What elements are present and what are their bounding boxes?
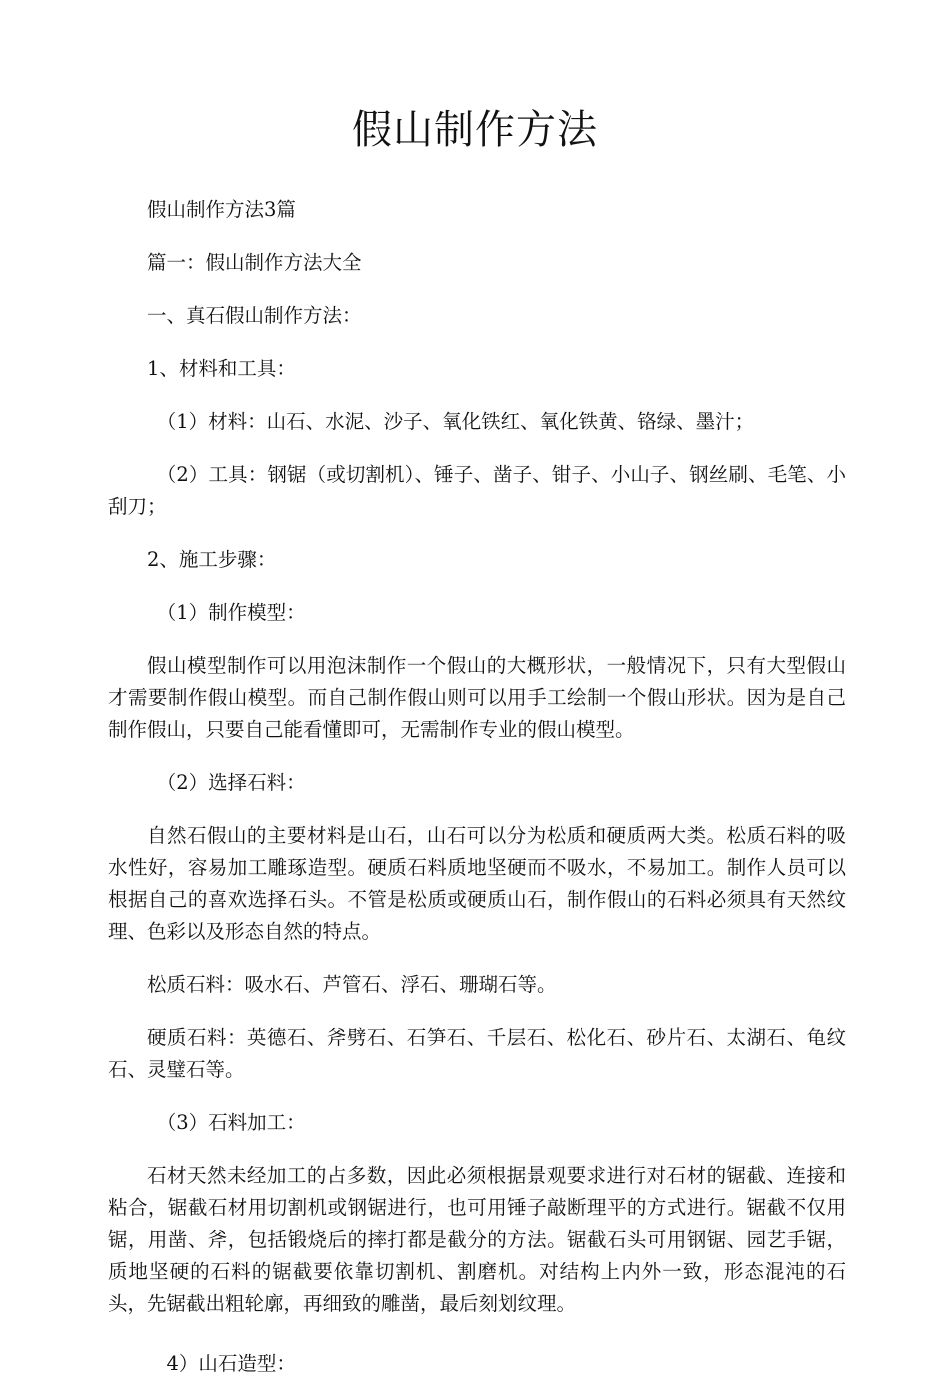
- paragraph-part-one-heading: 篇一：假山制作方法大全: [147, 251, 362, 274]
- paragraph-step-processing-heading: （3）石料加工：: [156, 1111, 306, 1134]
- paragraph-step-model-body: 假山模型制作可以用泡沫制作一个假山的大概形状，一般情况下，只有大型假山才需要制作假山模型。而自己制作假山则可以用手工绘制一个假山形状。因为是自己制作假山，只要自己能看懂即可，无需制作专业的假山模型。: [108, 654, 846, 741]
- paragraph-materials-list: （1）材料：山石、水泥、沙子、氧化铁红、氧化铁黄、铬绿、墨汁；: [156, 410, 755, 433]
- paragraph-subtitle: 假山制作方法3篇: [147, 198, 296, 221]
- paragraph-step-processing-body: 石材天然未经加工的占多数，因此必须根据景观要求进行对石材的锯截、连接和粘合，锯截石材用切割机或钢锯进行，也可用锤子敲断理平的方式进行。锯截不仅用锯，用凿、斧，包括锻烧后的摔打都是截分的方法。锯截石头可用钢锯、园艺手锯，质地坚硬的石料的锯截要依靠切割机、割磨机。对结构上内外一致，形态混沌的石头，先锯截出粗轮廓，再细致的雕凿，最后刻划纹理。: [108, 1164, 846, 1315]
- paragraph-hard-stone-list: 硬质石料：英德石、斧劈石、石笋石、千层石、松化石、砂片石、太湖石、龟纹石、灵璧石等。: [108, 1026, 846, 1081]
- paragraph-step-stone-heading: （2）选择石料：: [156, 771, 306, 794]
- paragraph-soft-stone-list: 松质石料：吸水石、芦管石、浮石、珊瑚石等。: [147, 973, 557, 996]
- paragraph-section-one-heading: 一、真石假山制作方法：: [147, 304, 362, 327]
- document-body: [108, 194, 846, 1380]
- paragraph-tools-list: （2）工具：钢锯（或切割机）、锤子、凿子、钳子、小山子、钢丝刷、毛笔、小刮刀；: [108, 463, 846, 518]
- paragraph-step-shaping-heading: 4）山石造型：: [166, 1352, 296, 1375]
- paragraph-step-stone-body: 自然石假山的主要材料是山石，山石可以分为松质和硬质两大类。松质石料的吸水性好，容易加工雕琢造型。硬质石料质地坚硬而不吸水，不易加工。制作人员可以根据自己的喜欢选择石头。不管是松质或硬质山石，制作假山的石料必须具有天然纹理、色彩以及形态自然的特点。: [108, 824, 846, 943]
- document-title: 假山制作方法: [352, 107, 598, 153]
- paragraph-materials-heading: 1、材料和工具：: [147, 357, 296, 380]
- paragraph-steps-heading: 2、施工步骤：: [147, 548, 277, 571]
- paragraph-step-model-heading: （1）制作模型：: [156, 601, 306, 624]
